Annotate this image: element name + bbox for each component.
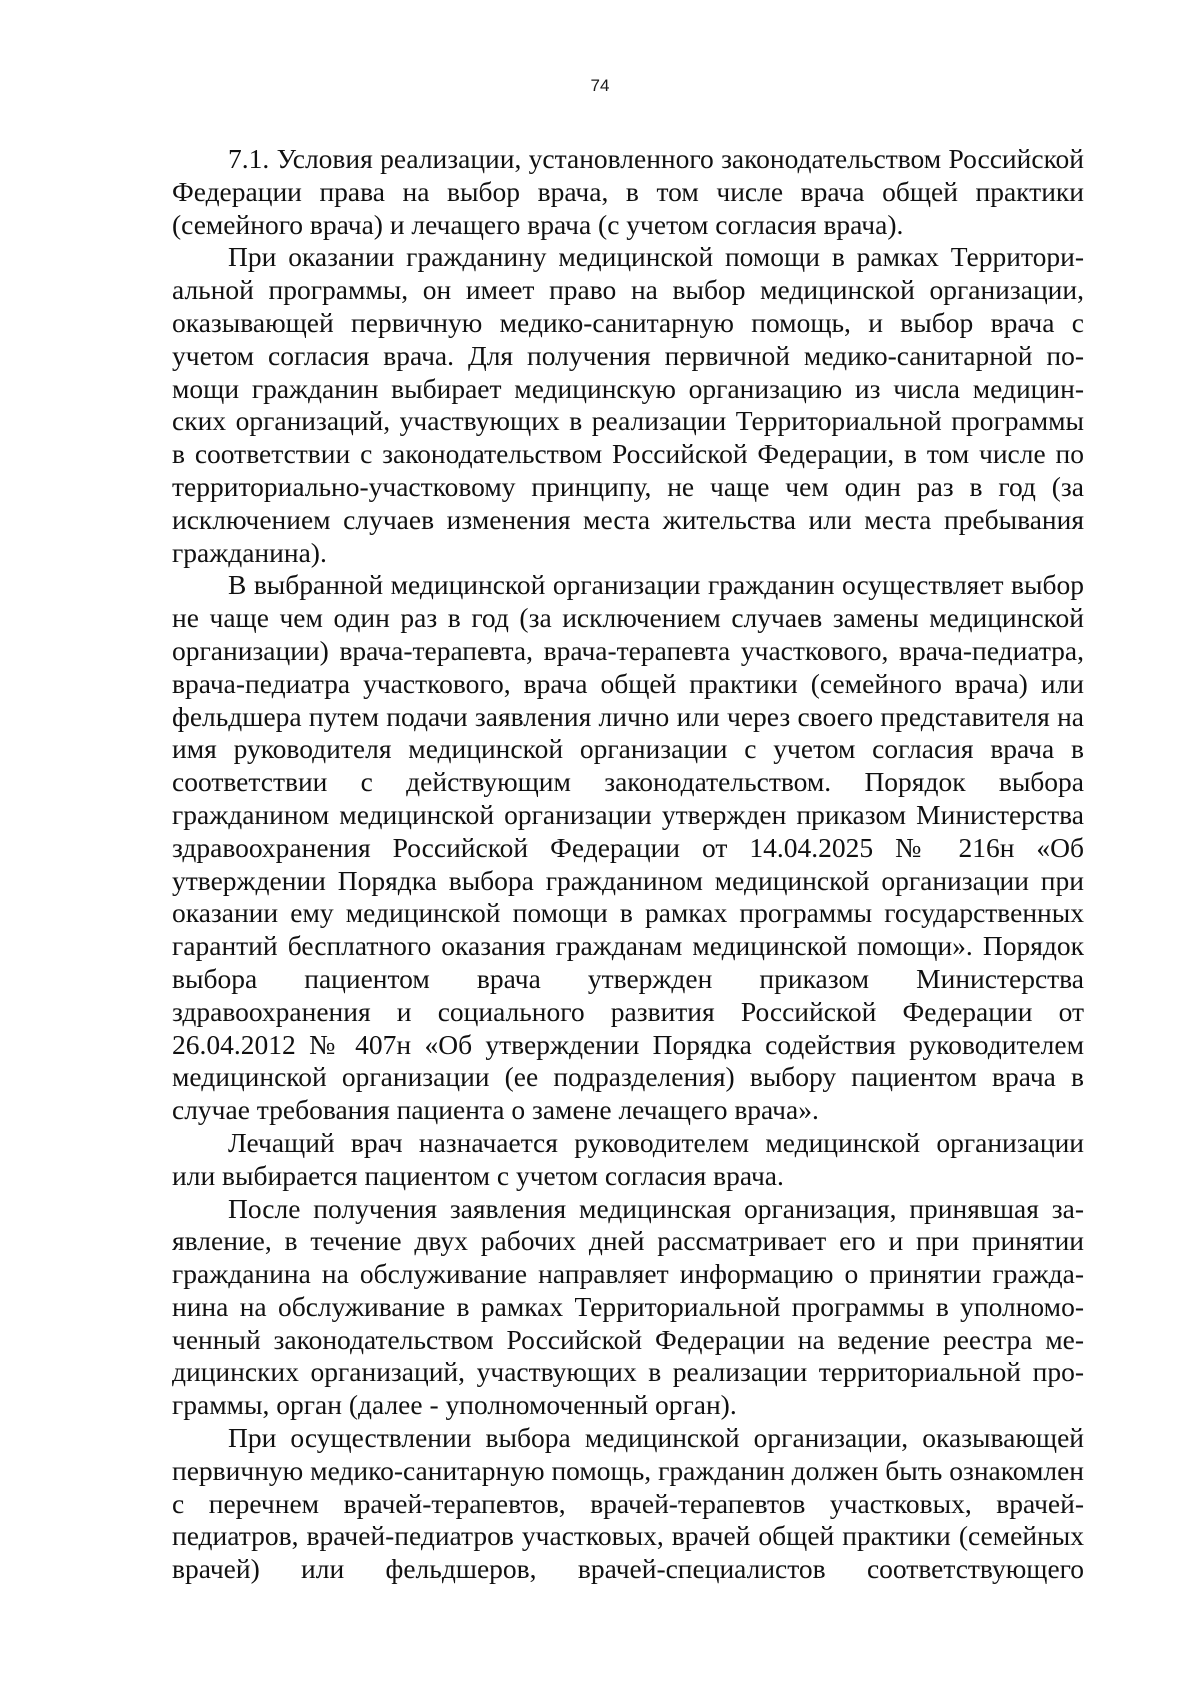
paragraph-familiarization: При осуществлении выбора медицинской организации, оказывающей первичную медико-санитарную помощь, гражданин должен быть ознакомлен с перечнем врачей-терапевтов, врачей-терапевтов участковых, врачей-педиатров, врачей-педиатров участковых, врачей общей практики (семейных врачей) или фельдшеров, врачей-специалистов соответствующего [172,1422,1084,1585]
page-number: 74 [590,76,610,95]
paragraph-7-1: 7.1. Условия реализации, установленного законодательством Российской Федерации права на выбор врача, в том числе врача общей практики (семейного врача) и лечащего врача (с учетом согласия врача). [172,143,1084,240]
paragraph-application-processing: После получения заявления медицинская организация, принявшая заявление, в течение двух рабочих дней рассматривает его и при принятии гражданина на обслуживание направляет информацию о принятии гражданина на обслуживание в рамках Территориальной программы в уполномоченный законодательством Российской Федерации на ведение реестра медицинских организаций, участвующих в реализации территориальной программы, орган (далее - уполномоченный орган). [172,1192,1084,1421]
paragraph-attending-doctor: Лечащий врач назначается руководителем медицинской организации или выбирается пациентом с учетом согласия врача. [172,1126,1084,1191]
paragraph-choice-of-doctor: В выбранной медицинской организации гражданин осуществляет выбор не чаще чем один раз в год (за исключением случаев замены медицинской организации) врача-терапевта, врача-терапевта участкового, врача-педиатра, врача-педиатра участкового, врача общей практики (семейного врача) или фельдшера путем подачи заявления лично или через своего представителя на имя руководителя медицинской организации с учетом согласия врача в соответствии с действующим законодательством. Порядок выбора гражданином медицинской организации утвержден приказом Министерства здравоохранения Российской Федерации от 14.04.2025 № 216н «Об утверждении Порядка выбора гражданином медицинской организации при оказании ему медицинской помощи в рамках программы государственных гарантий бесплатного оказания гражданам медицинской помощи». Порядок выбора пациентом врача утвержден приказом Министерства здравоохранения и социального развития Российской Федерации от 26.04.2012 № 407н «Об утверждении Порядка содействия руководителем медицинской организации (ее подразделения) выбору пациентом врача в случае требования пациента о замене лечащего врача». [172,569,1084,1126]
document-body [172,143,1084,1586]
paragraph-choice-of-organization: При оказании гражданину медицинской помощи в рамках Территориальной программы, он имеет право на выбор медицинской организации, оказывающей первичную медико-санитарную помощь, и выбор врача с учетом согласия врача. Для получения первичной медико-санитарной помощи гражданин выбирает медицинскую организацию из числа медицинских организаций, участвующих в реализации Территориальной программы в соответствии с законодательством Российской Федерации, в том числе по территориально-участковому принципу, не чаще чем один раз в год (за исключением случаев изменения места жительства или места пребывания гражданина). [172,241,1084,568]
